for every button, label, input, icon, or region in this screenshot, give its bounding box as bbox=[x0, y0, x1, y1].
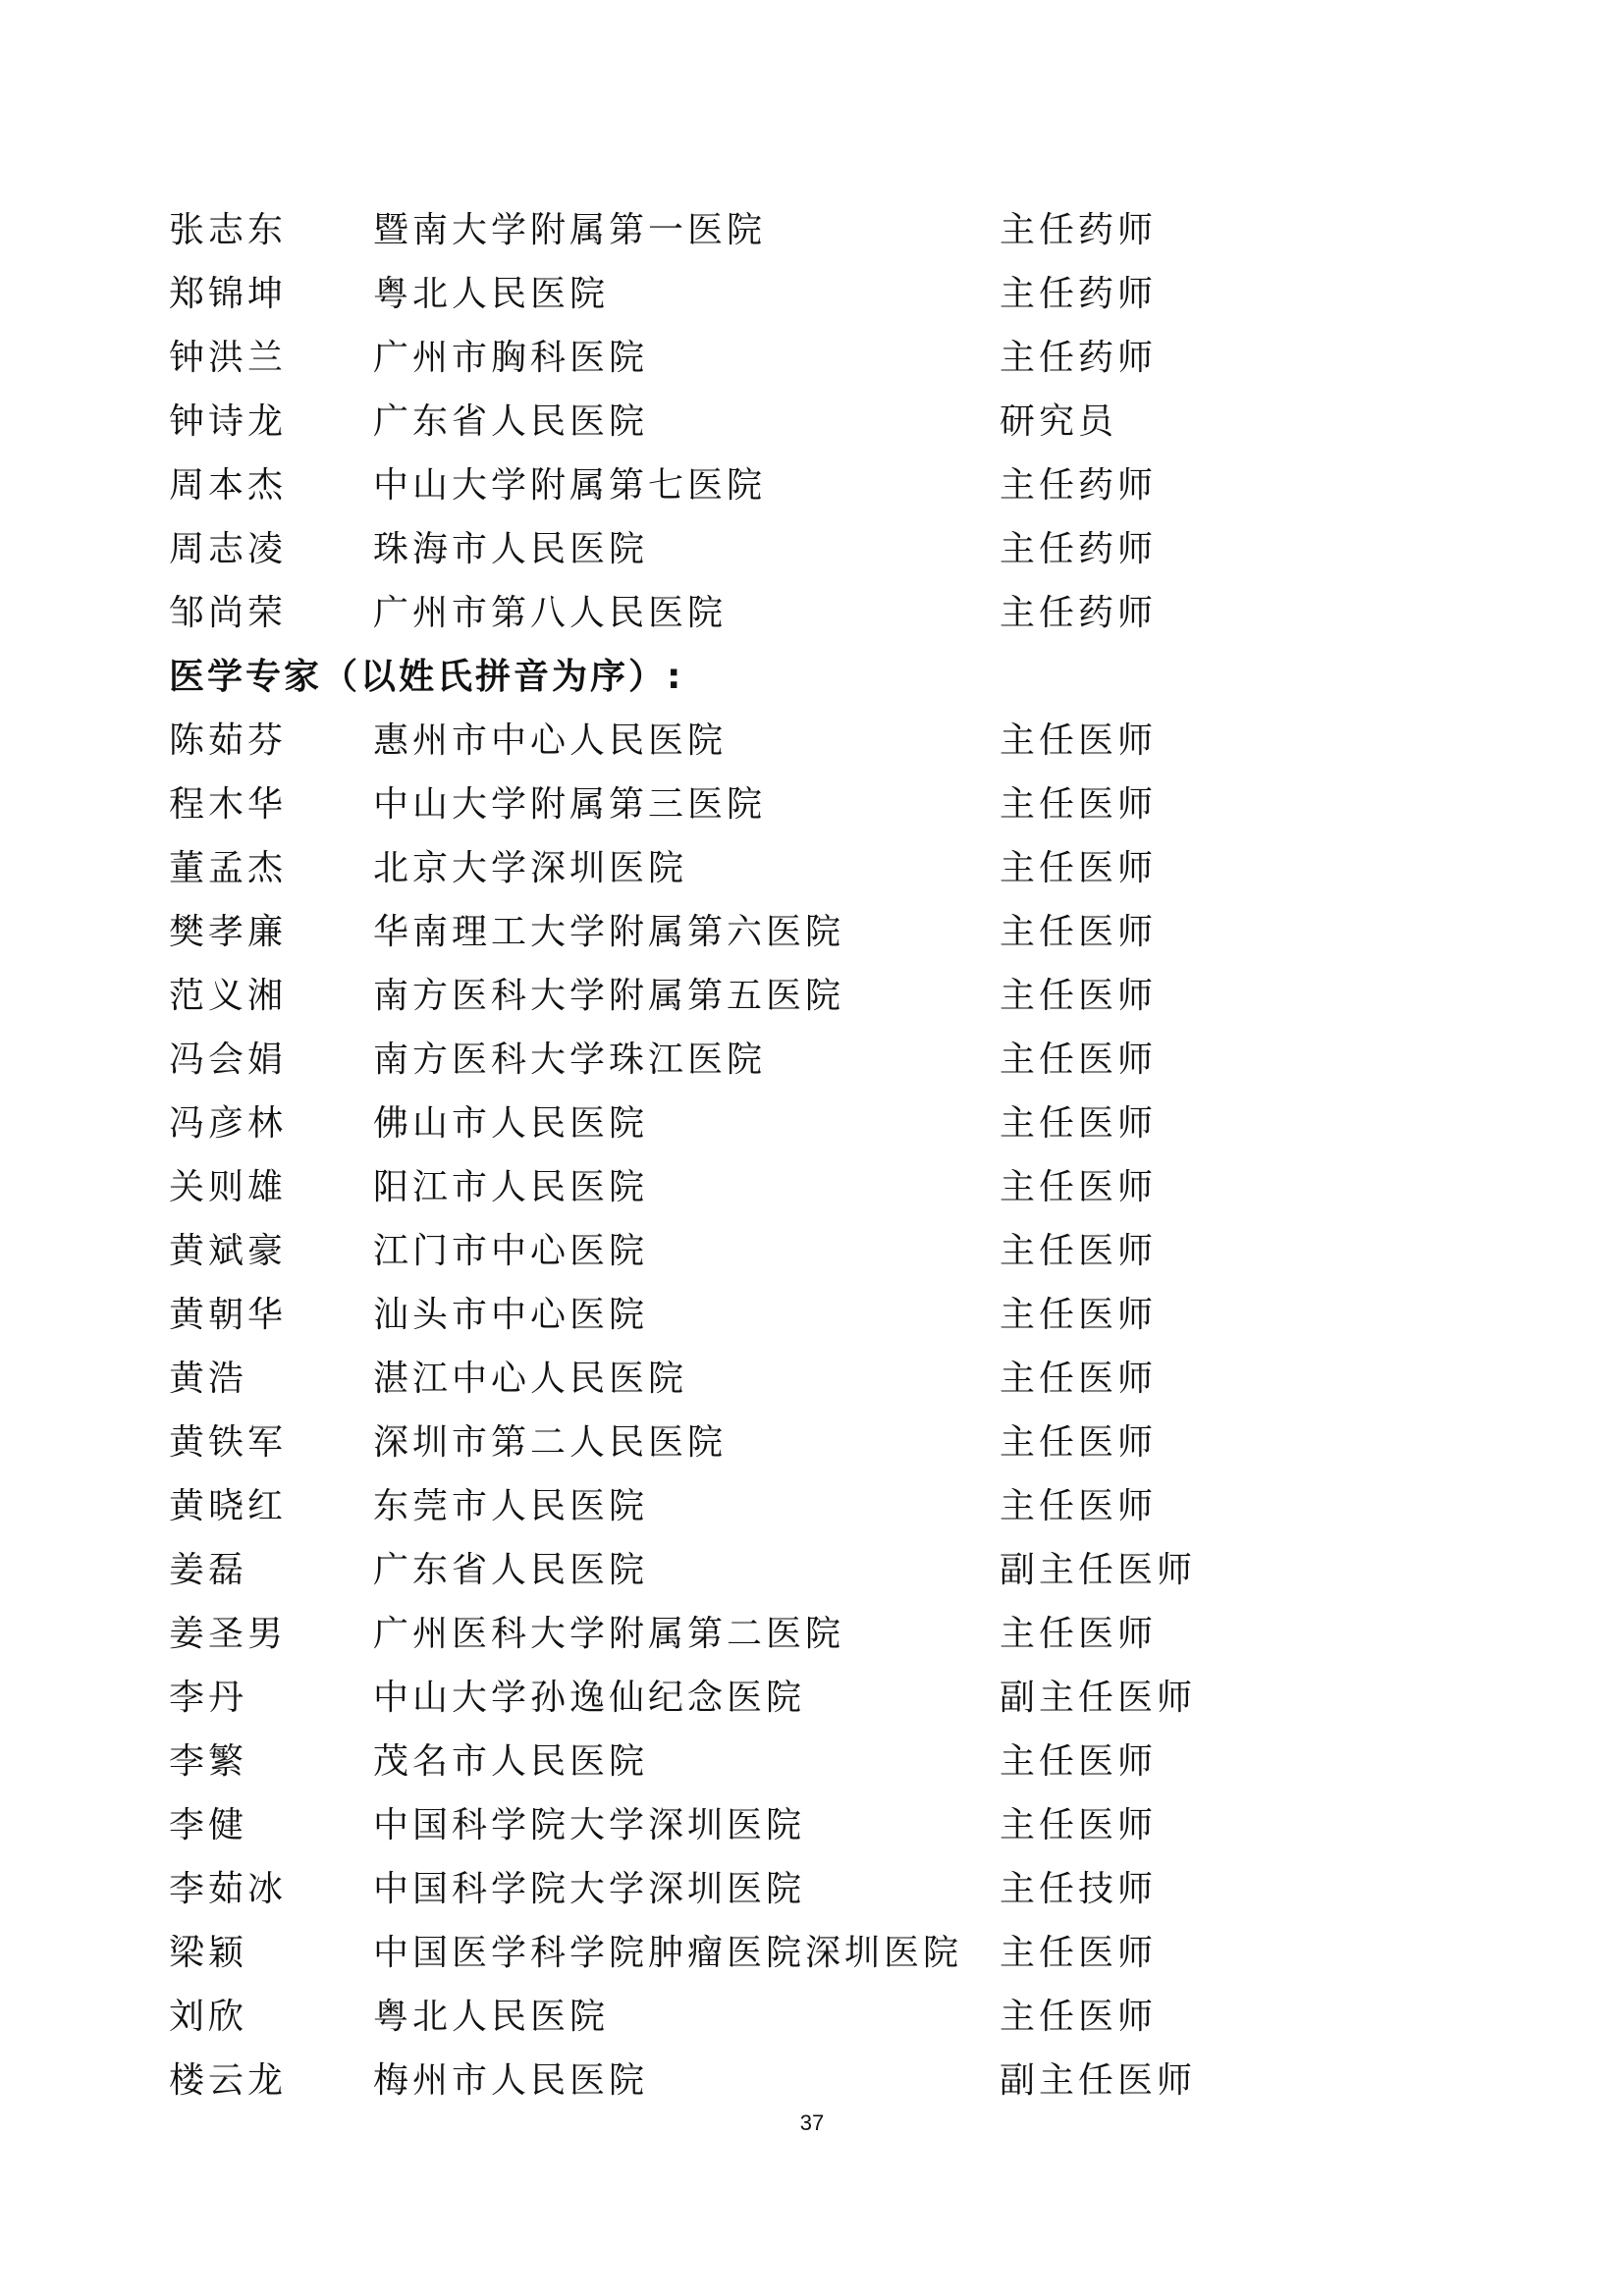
expert-name: 程木华 bbox=[169, 784, 288, 825]
expert-title: 主任医师 bbox=[1000, 1422, 1158, 1463]
expert-name: 李健 bbox=[169, 1805, 248, 1845]
expert-name: 李繁 bbox=[169, 1741, 248, 1782]
expert-title: 主任医师 bbox=[1000, 1167, 1158, 1207]
expert-title: 副主任医师 bbox=[1000, 1550, 1197, 1590]
expert-institution: 阳江市人民医院 bbox=[373, 1167, 649, 1207]
expert-title: 主任医师 bbox=[1000, 1231, 1158, 1271]
expert-institution: 中国科学院大学深圳医院 bbox=[373, 1805, 806, 1845]
expert-name: 姜圣男 bbox=[169, 1614, 288, 1654]
expert-institution: 江门市中心医院 bbox=[373, 1231, 649, 1271]
expert-title: 主任药师 bbox=[1000, 210, 1158, 250]
expert-name: 陈茹芬 bbox=[169, 721, 288, 761]
list-item bbox=[0, 1286, 1624, 1345]
expert-institution: 暨南大学附属第一医院 bbox=[373, 210, 767, 250]
expert-title: 主任技师 bbox=[1000, 1869, 1158, 1909]
list-item bbox=[0, 1158, 1624, 1217]
expert-institution: 粤北人民医院 bbox=[373, 274, 610, 314]
expert-title: 主任药师 bbox=[1000, 465, 1158, 506]
list-item bbox=[0, 1414, 1624, 1472]
expert-institution: 深圳市第二人民医院 bbox=[373, 1422, 728, 1463]
list-item bbox=[0, 1733, 1624, 1791]
expert-title: 主任医师 bbox=[1000, 1359, 1158, 1399]
expert-title: 主任医师 bbox=[1000, 1997, 1158, 2037]
expert-institution: 中山大学附属第七医院 bbox=[373, 465, 767, 506]
list-item bbox=[0, 1350, 1624, 1409]
expert-title: 主任医师 bbox=[1000, 721, 1158, 761]
list-item bbox=[0, 456, 1624, 515]
expert-title: 主任医师 bbox=[1000, 912, 1158, 952]
list-item bbox=[0, 265, 1624, 324]
expert-title: 主任医师 bbox=[1000, 1040, 1158, 1080]
expert-name: 冯会娟 bbox=[169, 1040, 288, 1080]
list-item bbox=[0, 839, 1624, 898]
list-item bbox=[0, 2052, 1624, 2110]
list-item bbox=[0, 1988, 1624, 2047]
expert-name: 郑锦坤 bbox=[169, 274, 288, 314]
expert-institution: 南方医科大学附属第五医院 bbox=[373, 976, 845, 1016]
expert-title: 主任药师 bbox=[1000, 593, 1158, 633]
expert-title: 主任药师 bbox=[1000, 274, 1158, 314]
section-heading: 医学专家（以姓氏拼音为序）: bbox=[169, 657, 684, 697]
expert-name: 关则雄 bbox=[169, 1167, 288, 1207]
list-item bbox=[0, 1924, 1624, 1983]
expert-title: 主任医师 bbox=[1000, 1103, 1158, 1144]
expert-institution: 惠州市中心人民医院 bbox=[373, 721, 728, 761]
expert-name: 李丹 bbox=[169, 1678, 248, 1718]
expert-name: 楼云龙 bbox=[169, 2060, 288, 2101]
expert-name: 周志凌 bbox=[169, 529, 288, 569]
expert-institution: 中国科学院大学深圳医院 bbox=[373, 1869, 806, 1909]
expert-institution: 中国医学科学院肿瘤医院深圳医院 bbox=[373, 1933, 963, 1973]
list-item bbox=[0, 1669, 1624, 1728]
expert-institution: 中山大学孙逸仙纪念医院 bbox=[373, 1678, 806, 1718]
list-item bbox=[0, 967, 1624, 1026]
expert-institution: 南方医科大学珠江医院 bbox=[373, 1040, 767, 1080]
expert-institution: 东莞市人民医院 bbox=[373, 1486, 649, 1526]
expert-name: 黄朝华 bbox=[169, 1295, 288, 1335]
expert-name: 樊孝廉 bbox=[169, 912, 288, 952]
expert-institution: 广州医科大学附属第二医院 bbox=[373, 1614, 845, 1654]
expert-name: 范义湘 bbox=[169, 976, 288, 1016]
expert-name: 周本杰 bbox=[169, 465, 288, 506]
expert-title: 主任药师 bbox=[1000, 338, 1158, 378]
expert-name: 梁颖 bbox=[169, 1933, 248, 1973]
expert-name: 黄铁军 bbox=[169, 1422, 288, 1463]
list-item bbox=[0, 201, 1624, 260]
expert-institution: 中山大学附属第三医院 bbox=[373, 784, 767, 825]
expert-title: 副主任医师 bbox=[1000, 1678, 1197, 1718]
expert-title: 主任医师 bbox=[1000, 1295, 1158, 1335]
expert-title: 主任医师 bbox=[1000, 976, 1158, 1016]
expert-title: 主任医师 bbox=[1000, 1741, 1158, 1782]
expert-name: 黄浩 bbox=[169, 1359, 248, 1399]
expert-institution: 北京大学深圳医院 bbox=[373, 848, 688, 888]
expert-name: 黄晓红 bbox=[169, 1486, 288, 1526]
page-number: 37 bbox=[799, 2110, 825, 2135]
expert-institution: 广东省人民医院 bbox=[373, 1550, 649, 1590]
expert-title: 主任医师 bbox=[1000, 848, 1158, 888]
expert-title: 主任医师 bbox=[1000, 1933, 1158, 1973]
expert-title: 副主任医师 bbox=[1000, 2060, 1197, 2101]
list-item bbox=[0, 584, 1624, 643]
list-item bbox=[0, 903, 1624, 962]
list-item bbox=[0, 1477, 1624, 1536]
expert-institution: 珠海市人民医院 bbox=[373, 529, 649, 569]
expert-institution: 广州市胸科医院 bbox=[373, 338, 649, 378]
list-item bbox=[0, 329, 1624, 388]
expert-institution: 梅州市人民医院 bbox=[373, 2060, 649, 2101]
list-item bbox=[0, 393, 1624, 452]
expert-institution: 汕头市中心医院 bbox=[373, 1295, 649, 1335]
list-item bbox=[0, 1860, 1624, 1919]
expert-name: 钟洪兰 bbox=[169, 338, 288, 378]
expert-title: 主任医师 bbox=[1000, 1486, 1158, 1526]
list-item bbox=[0, 520, 1624, 579]
expert-name: 张志东 bbox=[169, 210, 288, 250]
expert-institution: 广州市第八人民医院 bbox=[373, 593, 728, 633]
expert-institution: 佛山市人民医院 bbox=[373, 1103, 649, 1144]
expert-institution: 湛江中心人民医院 bbox=[373, 1359, 688, 1399]
expert-title: 主任医师 bbox=[1000, 784, 1158, 825]
expert-name: 董孟杰 bbox=[169, 848, 288, 888]
expert-title: 主任医师 bbox=[1000, 1614, 1158, 1654]
list-item bbox=[0, 712, 1624, 771]
expert-name: 姜磊 bbox=[169, 1550, 248, 1590]
list-item bbox=[0, 1541, 1624, 1600]
expert-name: 李茹冰 bbox=[169, 1869, 288, 1909]
expert-name: 黄斌豪 bbox=[169, 1231, 288, 1271]
list-item bbox=[0, 1796, 1624, 1855]
expert-title: 研究员 bbox=[1000, 401, 1118, 442]
list-item bbox=[0, 1222, 1624, 1281]
expert-name: 钟诗龙 bbox=[169, 401, 288, 442]
expert-title: 主任医师 bbox=[1000, 1805, 1158, 1845]
expert-title: 主任药师 bbox=[1000, 529, 1158, 569]
list-item bbox=[0, 1605, 1624, 1664]
list-item bbox=[0, 1095, 1624, 1153]
expert-institution: 粤北人民医院 bbox=[373, 1997, 610, 2037]
expert-name: 邹尚荣 bbox=[169, 593, 288, 633]
expert-name: 冯彦林 bbox=[169, 1103, 288, 1144]
list-item bbox=[0, 1031, 1624, 1090]
expert-name: 刘欣 bbox=[169, 1997, 248, 2037]
expert-institution: 茂名市人民医院 bbox=[373, 1741, 649, 1782]
expert-institution: 广东省人民医院 bbox=[373, 401, 649, 442]
expert-institution: 华南理工大学附属第六医院 bbox=[373, 912, 845, 952]
list-item bbox=[0, 775, 1624, 834]
